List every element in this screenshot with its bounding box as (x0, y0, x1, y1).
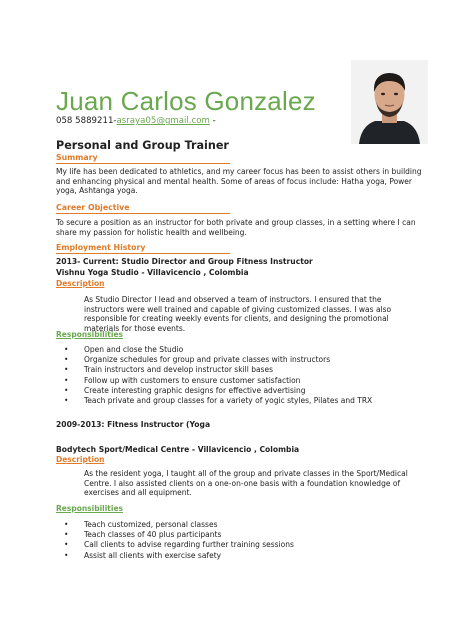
list-item: • Organize schedules for group and private classes with instructors (62, 355, 372, 365)
job-period-title: 2009-2013: Fitness Instructor (Yoga (56, 420, 211, 429)
candidate-name: Juan Carlos Gonzalez (56, 86, 316, 116)
list-item: • Assist all clients with exercise safety (62, 551, 294, 561)
description-label: Description (56, 455, 105, 464)
contact-trailing: - (209, 116, 216, 126)
list-item: • Follow up with customers to ensure customer satisfaction (62, 376, 372, 386)
list-item: • Call clients to advise regarding further training sessions (62, 540, 294, 550)
section-divider (56, 163, 230, 164)
section-divider (56, 213, 230, 214)
email-link[interactable]: asraya05@gmail.com (116, 116, 210, 126)
job-description: As the resident yoga, I taught all of the group and private classes in the Sport/Medical Centre. I also assisted clients on a one-on-one basis with a foundation knowledge of exercises and all equipment. (84, 469, 408, 498)
list-item: • Open and close the Studio (62, 345, 372, 355)
phone-number: 058 5889211- (56, 116, 117, 126)
employment-heading: Employment History (56, 243, 146, 252)
responsibilities-list (62, 520, 294, 561)
list-item: • Teach customized, personal classes (62, 520, 294, 530)
job-employer: Bodytech Sport/Medical Centre - Villavicencio , Colombia (56, 445, 300, 454)
profile-photo (351, 60, 428, 144)
job-title: Personal and Group Trainer (56, 139, 229, 152)
summary-text: My life has been dedicated to athletics, and my career focus has been to assist others in building and enhancing physical and mental health. Some of areas of focus include: Hatha yoga, Power yoga, Ashtanga yoga. (56, 167, 422, 196)
objective-text: To secure a position as an instructor for both private and group classes, in a setting where I can share my passion for holistic health and wellbeing. (56, 218, 416, 237)
summary-heading: Summary (56, 153, 98, 162)
list-item: • Teach private and group classes for a variety of yogic styles, Pilates and TRX (62, 396, 372, 406)
job-description: As Studio Director I lead and observed a team of instructors. I ensured that the instructors were well trained and capable of giving customized classes. I was also responsible for creating weekly events for clients, and designing the promotional materials for those events. (84, 295, 392, 333)
list-item: • Train instructors and develop instructor skill bases (62, 365, 372, 375)
job-period-title: 2013- Current: Studio Director and Group Fitness Instructor (56, 257, 313, 266)
contact-line (56, 116, 216, 126)
objective-heading: Career Objective (56, 203, 130, 212)
responsibilities-label: Responsibilities (56, 504, 124, 513)
responsibilities-label: Responsibilities (56, 330, 124, 339)
list-item: • Teach classes of 40 plus participants (62, 530, 294, 540)
section-divider (56, 253, 230, 254)
job-employer: Vishnu Yoga Studio - Villavicencio , Colombia (56, 268, 249, 277)
description-label: Description (56, 279, 105, 288)
responsibilities-list (62, 345, 372, 406)
list-item: • Create interesting graphic designs for effective advertising (62, 386, 372, 396)
